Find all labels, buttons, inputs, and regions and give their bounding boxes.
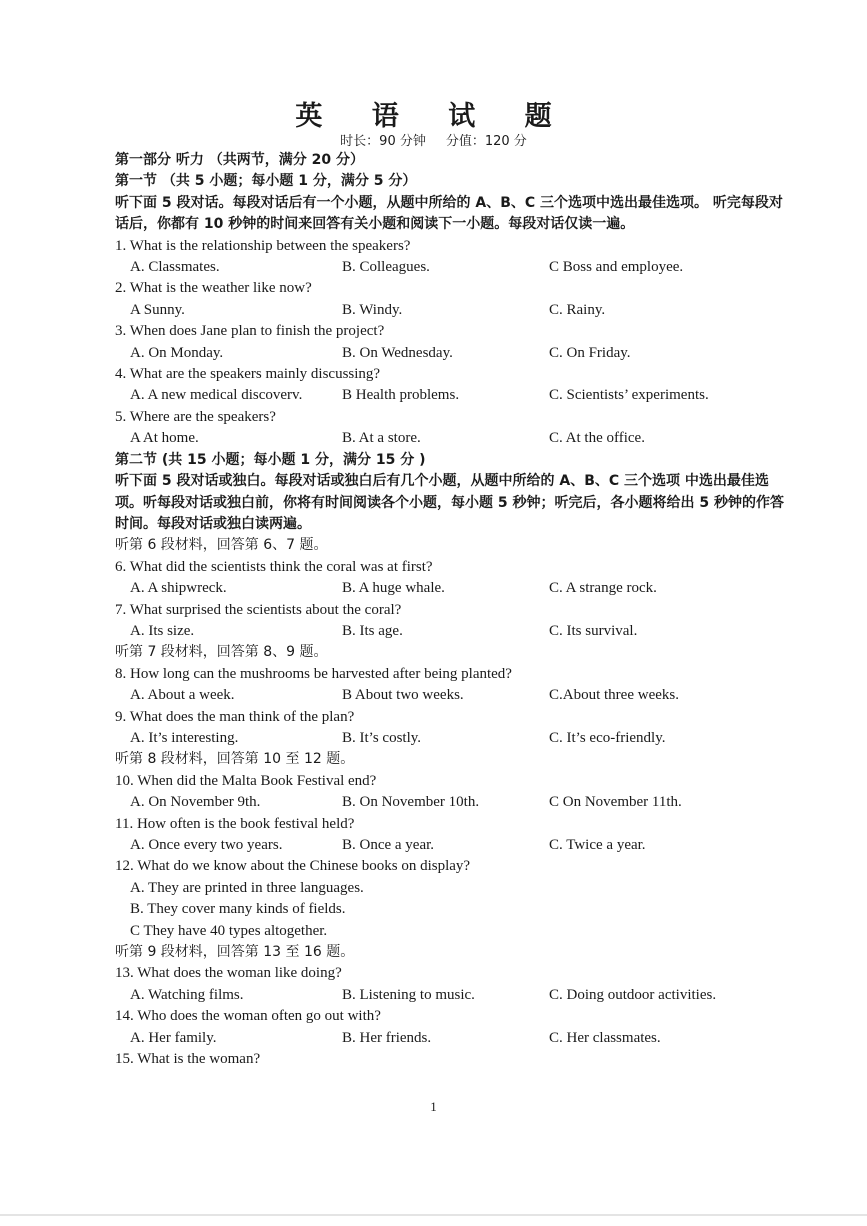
scan-edge-divider bbox=[0, 1214, 867, 1216]
option-c: C On November 11th. bbox=[549, 794, 682, 811]
option-b: B Health problems. bbox=[342, 387, 460, 404]
option-a: A. About a week. bbox=[130, 687, 235, 704]
page-number: 1 bbox=[430, 1099, 437, 1114]
material-heading: 听第 9 段材料，回答第 13 至 16 题。 bbox=[115, 944, 355, 961]
option-c: C. Rainy. bbox=[549, 301, 606, 318]
question: 6. What did the scientists think the coral was at first? bbox=[115, 558, 433, 575]
question: 11. How often is the book festival held? bbox=[115, 815, 355, 832]
option-a: A Sunny. bbox=[130, 301, 185, 318]
option-b: B. Her friends. bbox=[342, 1029, 432, 1046]
question: 3. When does Jane plan to finish the project? bbox=[115, 323, 385, 340]
question: 8. How long can the mushrooms be harvested after being planted? bbox=[115, 665, 512, 682]
option-a: A. A shipwreck. bbox=[130, 580, 227, 597]
option-c: C.About three weeks. bbox=[549, 687, 679, 704]
question: 9. What does the man think of the plan? bbox=[115, 708, 355, 725]
options-row bbox=[115, 385, 787, 406]
option-b: B. They cover many kinds of fields. bbox=[130, 901, 346, 918]
option-c: C. A strange rock. bbox=[549, 580, 657, 597]
option-c: C. It’s eco-friendly. bbox=[549, 729, 666, 746]
section-heading: 第一节 （共 5 小题；每小题 1 分，满分 5 分） bbox=[115, 173, 417, 190]
options-row bbox=[115, 300, 787, 321]
options-row bbox=[115, 257, 787, 278]
question: 14. Who does the woman often go out with? bbox=[115, 1008, 381, 1025]
options-row bbox=[115, 792, 787, 813]
option-c: C They have 40 types altogether. bbox=[130, 922, 328, 939]
option-b: B. Listening to music. bbox=[342, 986, 475, 1003]
options-row bbox=[115, 578, 787, 599]
option-c: C. Doing outdoor activities. bbox=[549, 986, 717, 1003]
option-a: A. Classmates. bbox=[130, 259, 220, 276]
option-b: B. A huge whale. bbox=[342, 580, 445, 597]
question: 15. What is the woman? bbox=[115, 1051, 261, 1068]
question: 7. What surprised the scientists about the coral? bbox=[115, 601, 402, 618]
exam-duration: 时长：90 分钟 bbox=[340, 134, 426, 149]
question: 10. When did the Malta Book Festival end? bbox=[115, 772, 377, 789]
question: 12. What do we know about the Chinese books on display? bbox=[115, 858, 471, 875]
question: 4. What are the speakers mainly discussing? bbox=[115, 366, 381, 383]
section-heading: 第二节 (共 15 小题；每小题 1 分，满分 15 分 ) bbox=[115, 451, 426, 468]
option-b: B. On Wednesday. bbox=[342, 344, 453, 361]
option-a: A At home. bbox=[130, 430, 199, 447]
options-row bbox=[115, 835, 787, 856]
option-c: C. On Friday. bbox=[549, 344, 631, 361]
option-b: B. Colleagues. bbox=[342, 259, 430, 276]
options-row bbox=[115, 428, 787, 449]
question: 5. Where are the speakers? bbox=[115, 408, 276, 425]
question: 13. What does the woman like doing? bbox=[115, 965, 342, 982]
options-row bbox=[115, 985, 787, 1006]
option-c: C. Twice a year. bbox=[549, 837, 646, 853]
option-c: C. Scientists’ experiments. bbox=[549, 387, 709, 404]
exam-content bbox=[115, 150, 787, 1070]
section-instruction: 听下面 5 段对话。每段对话后有一个小题，从题中所给的 A、B、C 三个选项中选出最佳选项。 听完每段对话后，你都有 10 秒钟的时间来回答有关小题和阅读下一小题。每段对话仅读一遍。 bbox=[115, 194, 783, 233]
option-a: A. It’s interesting. bbox=[130, 729, 239, 746]
options-row bbox=[115, 728, 787, 749]
option-b: B. It’s costly. bbox=[342, 729, 422, 746]
option-b: B About two weeks. bbox=[342, 687, 464, 704]
option-b: B. On November 10th. bbox=[342, 794, 480, 811]
option-a: A. On November 9th. bbox=[130, 794, 261, 811]
option-c: C. Its survival. bbox=[549, 622, 638, 639]
option-b: B. At a store. bbox=[342, 430, 421, 447]
option-c: C. At the office. bbox=[549, 430, 645, 447]
options-row bbox=[115, 1028, 787, 1049]
options-row bbox=[115, 621, 787, 642]
exam-score: 分值：120 分 bbox=[445, 134, 527, 149]
option-a: A. They are printed in three languages. bbox=[130, 879, 364, 896]
option-a: A. Its size. bbox=[130, 622, 195, 639]
options-row bbox=[115, 343, 787, 364]
question: 2. What is the weather like now? bbox=[115, 280, 312, 297]
option-c: C. Her classmates. bbox=[549, 1029, 661, 1046]
option-a: A. On Monday. bbox=[130, 344, 224, 361]
material-heading: 听第 6 段材料，回答第 6、7 题。 bbox=[115, 537, 328, 554]
option-b: B. Once a year. bbox=[342, 837, 435, 853]
material-heading: 听第 7 段材料，回答第 8、9 题。 bbox=[115, 644, 328, 661]
question: 1. What is the relationship between the speakers? bbox=[115, 237, 411, 254]
option-a: A. Watching films. bbox=[130, 986, 244, 1003]
part-heading: 第一部分 听力 （共两节，满分 20 分） bbox=[115, 152, 364, 168]
option-b: B. Its age. bbox=[342, 622, 403, 639]
page-title: 英 语 试 题 bbox=[295, 101, 572, 132]
exam-info bbox=[0, 130, 867, 149]
material-heading: 听第 8 段材料，回答第 10 至 12 题。 bbox=[115, 751, 355, 768]
section-instruction: 听下面 5 段对话或独白。每段对话或独白后有几个小题，从题中所给的 A、B、C 三个选项 中选出最佳选项。听每段对话或独白前，你将有时间阅读各个小题，每小题 5 秒钟；听完后，各小题将给出 5 秒钟的作答时间。每段对话或独白读两遍。 bbox=[115, 473, 784, 532]
option-a: A. A new medical discoverv. bbox=[130, 387, 303, 404]
options-row bbox=[115, 685, 787, 706]
option-a: A. Her family. bbox=[130, 1029, 217, 1046]
option-c: C Boss and employee. bbox=[549, 259, 684, 276]
option-b: B. Windy. bbox=[342, 301, 403, 318]
option-a: A. Once every two years. bbox=[130, 837, 283, 853]
